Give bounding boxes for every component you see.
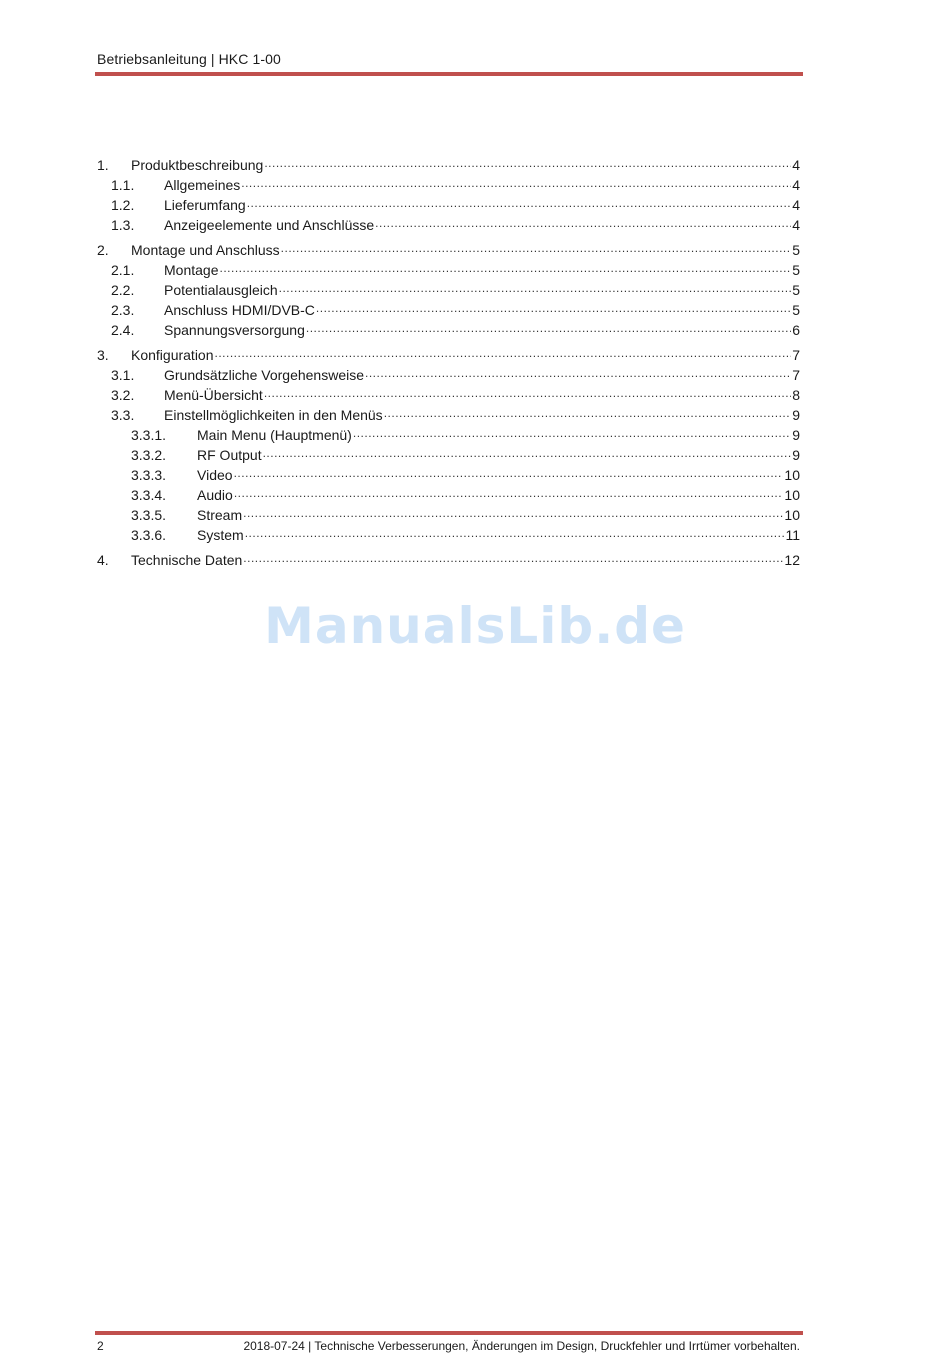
toc-dot-leader (264, 156, 791, 170)
toc-dot-leader (264, 386, 791, 400)
toc-entry-number: 3. (97, 347, 109, 363)
toc-entry-number: 3.3.4. (131, 487, 167, 503)
toc-entry-title: Allgemeines (164, 177, 241, 193)
toc-entry-body (97, 320, 800, 340)
toc-entry-number: 1.3. (111, 217, 135, 233)
toc-entry[interactable] (97, 505, 800, 525)
toc-entry-body (97, 240, 800, 260)
toc-entry-body (97, 345, 800, 365)
toc-entry[interactable] (97, 240, 800, 260)
toc-entry-page: 12 (784, 552, 800, 568)
toc-entry-number: 3.3.1. (131, 427, 167, 443)
toc-entry-body (97, 365, 800, 385)
toc-entry[interactable] (97, 485, 800, 505)
toc-dot-leader (263, 446, 792, 460)
toc-entry[interactable] (97, 280, 800, 300)
toc-entry-body (97, 505, 800, 525)
toc-dot-leader (281, 241, 792, 255)
toc-dot-leader (234, 466, 784, 480)
toc-entry-page: 9 (792, 427, 800, 443)
toc-entry[interactable] (97, 300, 800, 320)
toc-entry-body (97, 155, 800, 175)
toc-entry[interactable] (97, 465, 800, 485)
toc-entry[interactable] (97, 155, 800, 175)
toc-entry[interactable] (97, 385, 800, 405)
toc-dot-leader (306, 321, 791, 335)
toc-entry-body (97, 195, 800, 215)
toc-entry-number: 3.2. (111, 387, 135, 403)
toc-entry-title: Anschluss HDMI/DVB-C (164, 302, 315, 318)
toc-entry-title: Potentialausgleich (164, 282, 278, 298)
toc-entry-page: 9 (792, 407, 800, 423)
toc-entry-number: 3.3. (111, 407, 135, 423)
toc-dot-leader (215, 346, 792, 360)
toc-dot-leader (241, 176, 791, 190)
toc-entry-number: 2.3. (111, 302, 135, 318)
toc-entry-body (97, 280, 800, 300)
header-rule (95, 72, 803, 76)
toc-entry-page: 5 (792, 262, 800, 278)
toc-entry-title: Spannungsversorgung (164, 322, 305, 338)
toc-dot-leader (247, 196, 791, 210)
toc-entry-number: 3.1. (111, 367, 135, 383)
toc-entry-number: 2.1. (111, 262, 135, 278)
toc-entry-title: Konfiguration (131, 347, 214, 363)
toc-entry-body (97, 525, 800, 545)
toc-dot-leader (243, 551, 783, 565)
toc-entry-title: Montage und Anschluss (131, 242, 280, 258)
toc-entry[interactable] (97, 425, 800, 445)
toc-entry-body (97, 425, 800, 445)
toc-entry[interactable] (97, 550, 800, 570)
toc-entry[interactable] (97, 345, 800, 365)
toc-entry-body (97, 175, 800, 195)
toc-entry-title: Main Menu (Hauptmenü) (197, 427, 352, 443)
toc-dot-leader (316, 301, 791, 315)
toc-entry-number: 1.2. (111, 197, 135, 213)
toc-entry-body (97, 300, 800, 320)
toc-entry-title: Lieferumfang (164, 197, 246, 213)
toc-entry-title: Einstellmöglichkeiten in den Menüs (164, 407, 383, 423)
toc-entry-title: Anzeigeelemente und Anschlüsse (164, 217, 375, 233)
toc-entry-body (97, 385, 800, 405)
toc-dot-leader (219, 261, 791, 275)
toc-entry-body (97, 550, 800, 570)
toc-entry[interactable] (97, 405, 800, 425)
toc-dot-leader (243, 506, 783, 520)
toc-entry-page: 4 (792, 177, 800, 193)
toc-entry-title: Menü-Übersicht (164, 387, 263, 403)
toc-entry-title: Stream (197, 507, 243, 523)
toc-entry-title: Produktbeschreibung (131, 157, 264, 173)
toc-dot-leader (365, 366, 791, 380)
toc-entry-title: Montage (164, 262, 219, 278)
toc-entry-page: 5 (792, 302, 800, 318)
toc-entry-body (97, 445, 800, 465)
toc-entry-page: 7 (792, 347, 800, 363)
toc-entry-body (97, 405, 800, 425)
toc-entry-page: 10 (784, 507, 800, 523)
toc-entry[interactable] (97, 525, 800, 545)
toc-dot-leader (375, 216, 791, 230)
toc-entry[interactable] (97, 445, 800, 465)
toc-entry-number: 3.3.6. (131, 527, 167, 543)
toc-entry-page: 4 (792, 157, 800, 173)
toc-entry[interactable] (97, 320, 800, 340)
toc-entry-page: 4 (792, 217, 800, 233)
toc-entry-title: RF Output (197, 447, 262, 463)
toc-entry-title: System (197, 527, 244, 543)
toc-entry-number: 3.3.5. (131, 507, 167, 523)
toc-entry-page: 7 (792, 367, 800, 383)
toc-entry-page: 11 (785, 527, 800, 543)
toc-entry-number: 1. (97, 157, 109, 173)
toc-entry-page: 8 (792, 387, 800, 403)
toc-entry-number: 2. (97, 242, 109, 258)
toc-dot-leader (384, 406, 792, 420)
toc-entry-page: 5 (792, 282, 800, 298)
toc-entry[interactable] (97, 365, 800, 385)
toc-entry-number: 3.3.3. (131, 467, 167, 483)
toc-entry-number: 2.2. (111, 282, 135, 298)
toc-entry-page: 9 (792, 447, 800, 463)
table-of-contents (97, 155, 800, 570)
toc-entry-page: 10 (784, 487, 800, 503)
toc-entry-title: Grundsätzliche Vorgehensweise (164, 367, 365, 383)
footer-rule (95, 1331, 803, 1335)
toc-entry-page: 6 (792, 322, 800, 338)
footer-note: 2018-07-24 | Technische Verbesserungen, Änderungen im Design, Druckfehler und Irrtümer vorbehalten. (243, 1339, 800, 1353)
toc-dot-leader (245, 526, 785, 540)
toc-entry-body (97, 260, 800, 280)
toc-entry-page: 4 (792, 197, 800, 213)
toc-dot-leader (279, 281, 792, 295)
toc-entry-page: 5 (792, 242, 800, 258)
footer-page-number: 2 (97, 1339, 104, 1353)
toc-entry[interactable] (97, 195, 800, 215)
toc-entry[interactable] (97, 175, 800, 195)
toc-entry-title: Audio (197, 487, 233, 503)
toc-entry-number: 1.1. (111, 177, 135, 193)
toc-entry-body (97, 485, 800, 505)
toc-entry-body (97, 215, 800, 235)
toc-entry[interactable] (97, 260, 800, 280)
toc-dot-leader (234, 486, 784, 500)
toc-entry-number: 2.4. (111, 322, 135, 338)
toc-entry-number: 3.3.2. (131, 447, 167, 463)
watermark-text: ManualsLib.de (264, 597, 686, 655)
header-title: Betriebsanleitung | HKC 1-00 (97, 51, 281, 67)
toc-entry-body (97, 465, 800, 485)
toc-entry-title: Video (197, 467, 233, 483)
toc-entry-page: 10 (784, 467, 800, 483)
toc-entry[interactable] (97, 215, 800, 235)
toc-entry-title: Technische Daten (131, 552, 243, 568)
toc-entry-number: 4. (97, 552, 109, 568)
toc-dot-leader (353, 426, 791, 440)
